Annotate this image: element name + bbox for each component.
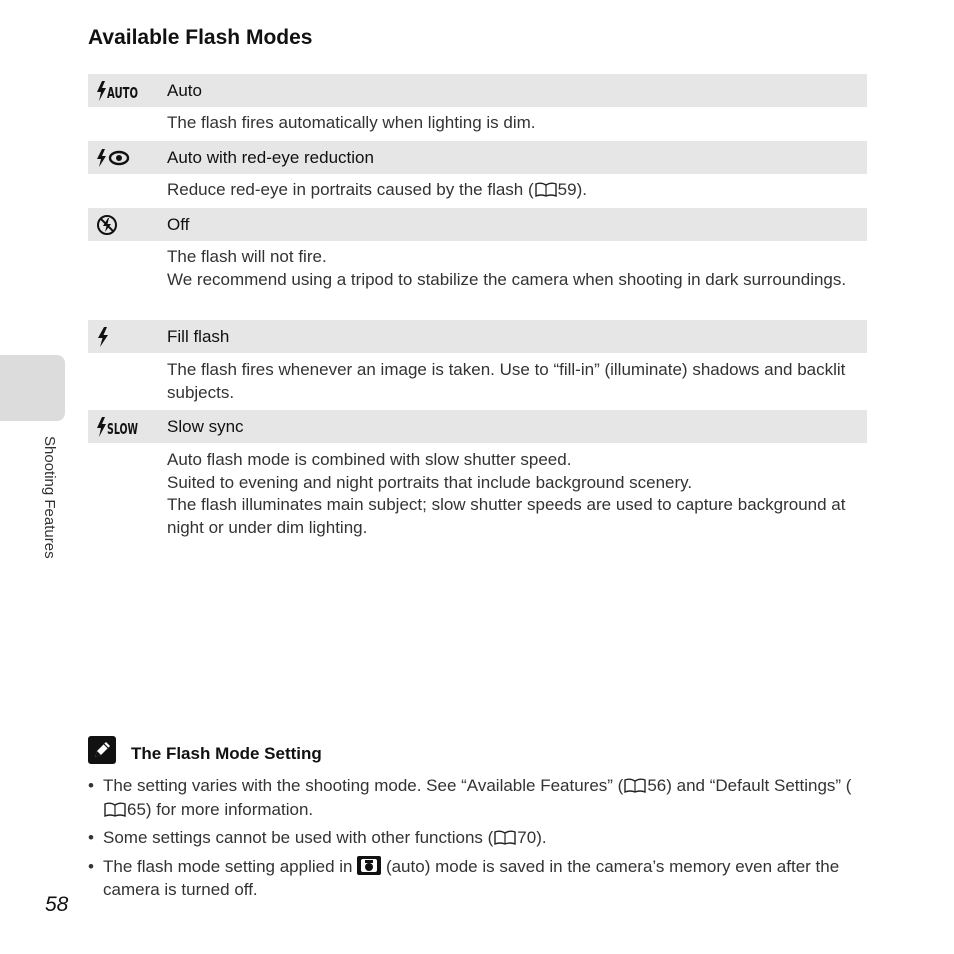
bullet-text: Some settings cannot be used with other functions (: [103, 828, 494, 847]
pencil-note-icon: [88, 736, 116, 764]
bullet-text: The flash mode setting applied in: [103, 856, 358, 876]
mode-desc-auto: [167, 112, 867, 135]
section-tab-label: Shooting Features: [41, 436, 58, 559]
note-bullet-list: [88, 774, 868, 907]
book-ref-icon: [494, 830, 516, 845]
page-ref[interactable]: 56: [647, 776, 667, 795]
bullet-text: ) and “Default Settings” (: [666, 776, 852, 795]
mode-row-off: [88, 208, 867, 241]
mode-row-red-eye: [88, 141, 867, 174]
book-ref-icon: [104, 802, 126, 817]
note-title: The Flash Mode Setting: [131, 744, 322, 763]
mode-desc-line: Suited to evening and night portraits that include background scenery.: [167, 472, 693, 492]
mode-desc-line: We recommend using a tripod to stabilize the camera when shooting in dark surroundings.: [167, 269, 847, 289]
fill-flash-icon: [88, 320, 167, 353]
mode-desc-text: ).: [576, 180, 587, 199]
list-item: [88, 774, 868, 821]
flash-red-eye-icon: [88, 141, 167, 174]
bullet-text: (auto) mode is saved in the camera’s memory even after the camera is turned off.: [103, 856, 840, 899]
section-tab: [0, 355, 65, 421]
flash-slow-sync-icon: [88, 410, 167, 443]
page-number: 58: [45, 893, 69, 916]
mode-desc-line: The flash fires automatically when lighting is dim.: [167, 113, 536, 132]
mode-row-slow-sync: [88, 410, 867, 443]
book-ref-icon: [624, 778, 646, 793]
bullet-text: ).: [536, 828, 547, 847]
page-ref[interactable]: 65: [127, 799, 146, 819]
svg-text:SLOW: SLOW: [107, 419, 139, 438]
mode-name-red-eye: Auto with red-eye reduction: [167, 147, 374, 167]
flash-auto-icon: [88, 74, 167, 107]
mode-desc-fill-flash: [167, 359, 867, 404]
list-item: [88, 826, 868, 850]
page-title: Available Flash Modes: [88, 26, 313, 49]
bullet-text: ) for more information.: [145, 799, 314, 819]
mode-desc-line: The flash fires whenever an image is taken. Use to “fill-in” (illuminate) shadows and backlit subjects.: [167, 360, 846, 402]
mode-desc-line: The flash illuminates main subject; slow shutter speeds are used to capture background at night or under dim lighting.: [167, 495, 846, 537]
mode-desc-red-eye: [167, 179, 867, 202]
mode-name-off: Off: [167, 214, 190, 234]
page-ref[interactable]: 59: [557, 180, 577, 199]
svg-text:AUTO: AUTO: [107, 83, 138, 102]
camera-icon: [357, 856, 381, 875]
mode-row-auto: [88, 74, 867, 107]
mode-desc-line: The flash will not fire.: [167, 247, 327, 266]
bullet-text: The setting varies with the shooting mode. See “Available Features” (: [103, 776, 624, 795]
mode-name-fill-flash: Fill flash: [167, 326, 230, 346]
mode-desc-line: [167, 179, 867, 202]
mode-desc-off: [167, 246, 867, 291]
mode-desc-text: Reduce red-eye in portraits caused by the flash (: [167, 180, 534, 199]
list-item: [88, 855, 868, 902]
page-ref[interactable]: 70: [517, 828, 537, 847]
book-ref-icon: [535, 182, 557, 197]
mode-desc-slow-sync: [167, 449, 867, 539]
mode-desc-line: Auto flash mode is combined with slow shutter speed.: [167, 450, 572, 469]
mode-name-auto: Auto: [167, 80, 202, 100]
mode-name-slow-sync: Slow sync: [167, 416, 244, 436]
mode-row-fill-flash: [88, 320, 867, 353]
flash-off-icon: [88, 208, 167, 241]
